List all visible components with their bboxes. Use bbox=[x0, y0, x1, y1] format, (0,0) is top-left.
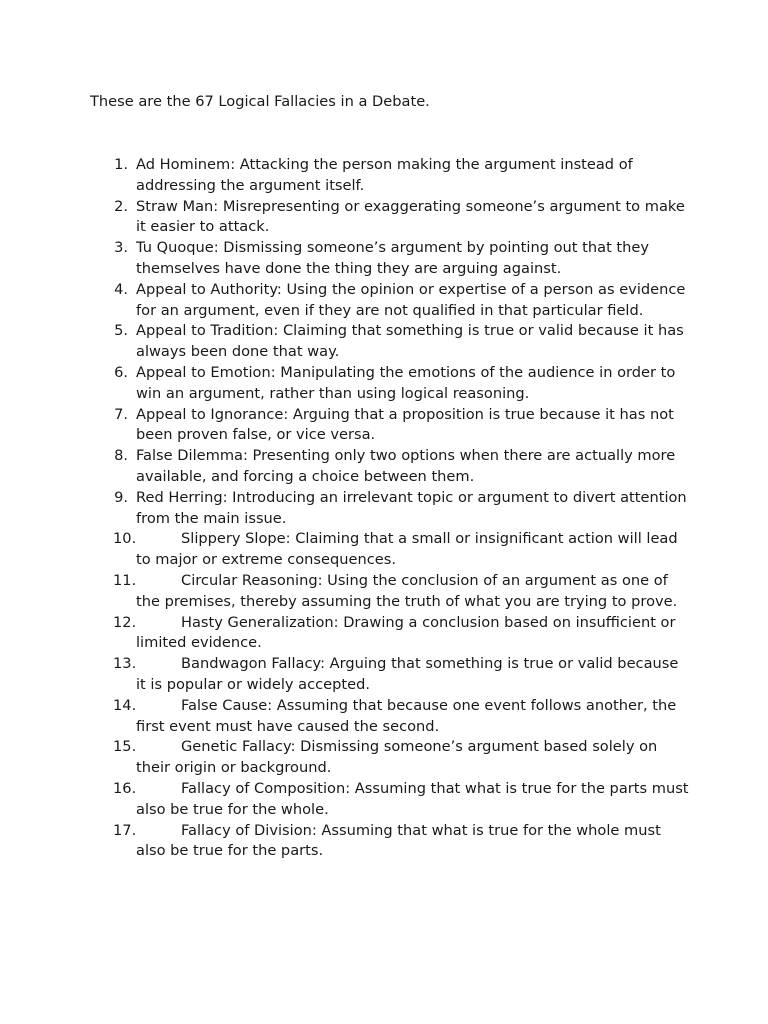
item-number: 15. bbox=[113, 738, 137, 756]
list-item bbox=[90, 363, 690, 405]
list-item bbox=[90, 238, 690, 280]
list-item bbox=[90, 488, 690, 530]
list-item bbox=[90, 613, 690, 655]
item-text: Circular Reasoning: Using the conclusion of an argument as one of the premises, thereby assuming the truth of what you are trying to prove. bbox=[136, 571, 678, 610]
item-number: 13. bbox=[113, 655, 137, 673]
fallacy-list bbox=[90, 155, 690, 862]
item-number: 2. bbox=[114, 197, 128, 215]
item-text: Hasty Generalization: Drawing a conclusion based on insufficient or limited evidence. bbox=[136, 613, 676, 652]
item-number: 4. bbox=[114, 280, 128, 298]
item-text: Appeal to Ignorance: Arguing that a proposition is true because it has not been proven false, or vice versa. bbox=[136, 405, 674, 444]
item-text: Tu Quoque: Dismissing someone’s argument by pointing out that they themselves have done the thing they are arguing against. bbox=[136, 239, 650, 277]
item-number: 12. bbox=[113, 613, 137, 631]
list-item bbox=[90, 321, 690, 363]
item-text: Bandwagon Fallacy: Arguing that something is true or valid because it is popular or widely accepted. bbox=[136, 655, 679, 693]
list-item bbox=[90, 737, 690, 779]
list-item bbox=[90, 571, 690, 613]
item-number: 7. bbox=[114, 405, 128, 423]
list-item bbox=[90, 696, 690, 738]
item-text: Fallacy of Division: Assuming that what is true for the whole must also be true for the parts. bbox=[136, 821, 661, 860]
list-item bbox=[90, 821, 690, 863]
list-item bbox=[90, 779, 690, 821]
item-number: 3. bbox=[114, 239, 128, 257]
item-number: 16. bbox=[113, 779, 137, 797]
intro-text: These are the 67 Logical Fallacies in a Debate. bbox=[90, 93, 430, 110]
item-text: Appeal to Emotion: Manipulating the emotions of the audience in order to win an argument, rather than using logical reasoning. bbox=[136, 363, 676, 402]
item-text: Slippery Slope: Claiming that a small or insignificant action will lead to major or extreme consequences. bbox=[136, 530, 678, 569]
item-number: 1. bbox=[114, 156, 128, 173]
item-text: Fallacy of Composition: Assuming that what is true for the parts must also be true for the whole. bbox=[136, 779, 689, 818]
list-item bbox=[90, 197, 690, 239]
item-text: Genetic Fallacy: Dismissing someone’s argument based solely on their origin or background. bbox=[136, 738, 658, 777]
item-text: Straw Man: Misrepresenting or exaggerating someone’s argument to make it easier to attack. bbox=[136, 197, 685, 236]
item-text: Appeal to Tradition: Claiming that something is true or valid because it has always been done that way. bbox=[136, 322, 684, 361]
list-item bbox=[90, 405, 690, 447]
item-text: Appeal to Authority: Using the opinion or expertise of a person as evidence for an argument, even if they are not qualified in that particular field. bbox=[136, 280, 686, 319]
list-item bbox=[90, 529, 690, 571]
item-text: False Cause: Assuming that because one event follows another, the first event must have caused the second. bbox=[136, 696, 677, 735]
item-number: 9. bbox=[114, 488, 128, 506]
item-text: False Dilemma: Presenting only two options when there are actually more available, and forcing a choice between them. bbox=[136, 447, 676, 485]
item-number: 14. bbox=[113, 696, 137, 714]
item-number: 8. bbox=[114, 447, 128, 465]
item-text: Ad Hominem: Attacking the person making the argument instead of addressing the argument itself. bbox=[136, 156, 633, 194]
list-item bbox=[90, 280, 690, 322]
list-item bbox=[90, 155, 690, 197]
item-number: 10. bbox=[113, 530, 137, 548]
item-number: 17. bbox=[113, 821, 137, 839]
item-number: 6. bbox=[114, 363, 128, 381]
item-number: 11. bbox=[113, 571, 137, 589]
item-text: Red Herring: Introducing an irrelevant topic or argument to divert attention from the main issue. bbox=[136, 488, 687, 527]
list-item bbox=[90, 446, 690, 488]
list-item bbox=[90, 654, 690, 696]
item-number: 5. bbox=[114, 322, 128, 340]
